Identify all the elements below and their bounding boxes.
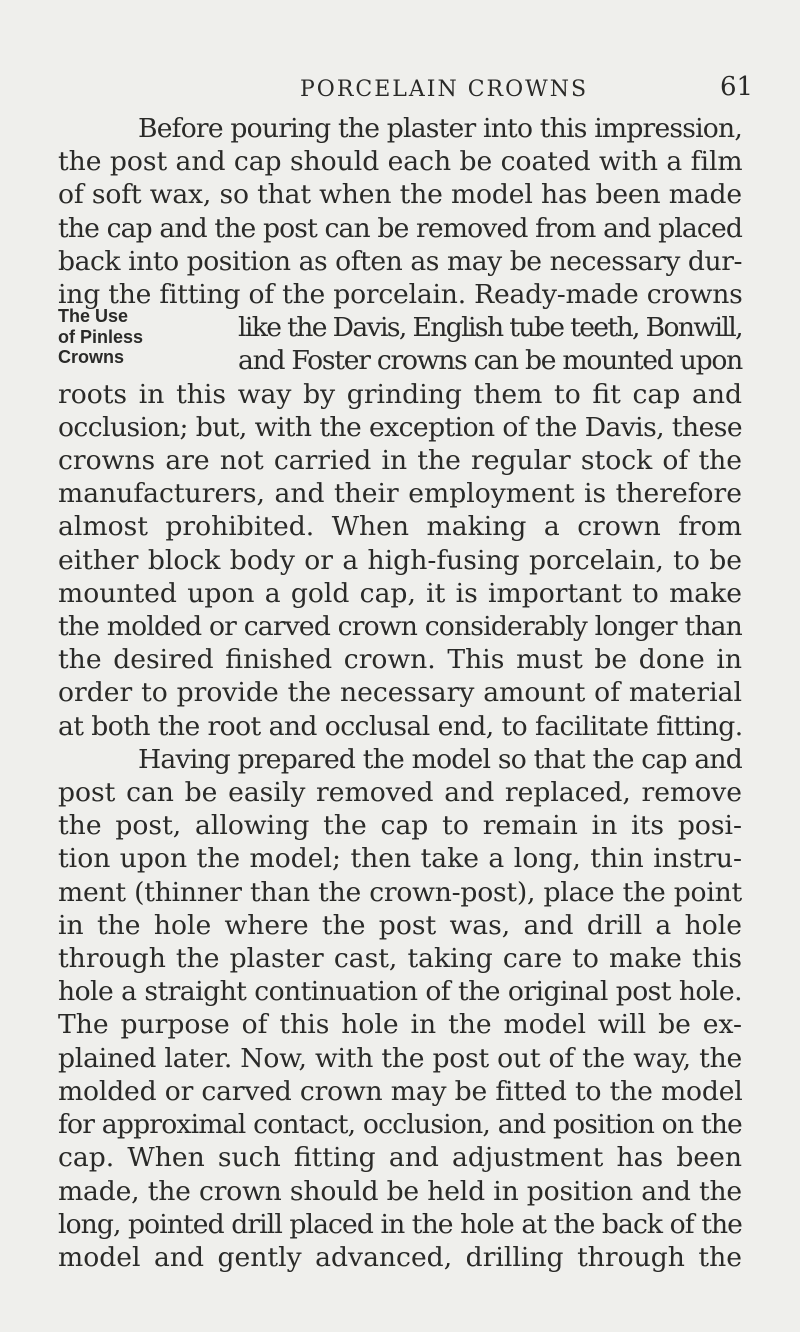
page-number: 61 [720,72,754,102]
running-head: PORCELAIN CROWNS [300,77,589,102]
text-line: the cap and the post can be removed from and placed [58,212,742,244]
margin-note-line: of Pinless [58,326,144,347]
text-line: model and gently advanced, drilling through the [58,1241,742,1273]
text-line: crowns are not carried in the regular stock of the [58,445,742,477]
text-line: ment (thinner than the crown-post), place the point [58,876,742,908]
text-line: the molded or carved crown considerably longer than [58,611,742,643]
text-line: through the plaster cast, taking care to make this [58,943,742,975]
text-line: plained later. Now, with the post out of the way, the [58,1042,742,1074]
text-line: in the hole where the post was, and drill a hole [58,909,742,941]
text-line: molded or carved crown may be fitted to the model [58,1075,743,1107]
text-line: like the Davis, English tube teeth, Bonwill, [238,312,742,344]
text-line: of soft wax, so that when the model has been made [58,179,742,211]
text-line: order to provide the necessary amount of material [58,677,742,709]
text-line: tion upon the model; then take a long, thin instru- [58,843,742,875]
text-line: manufacturers, and their employment is therefore [58,478,742,510]
text-line: the post and cap should each be coated with a film [58,146,743,178]
text-line: post can be easily removed and replaced, remove [58,777,742,809]
text-line: roots in this way by grinding them to fit cap and [58,378,742,410]
text-line: made, the crown should be held in position and the [58,1175,742,1207]
text-line: long, pointed drill placed in the hole at the back of the [58,1208,742,1240]
text-line: almost prohibited. When making a crown from [58,511,742,543]
text-line: the post, allowing the cap to remain in its posi- [58,810,742,842]
text-line: for approximal contact, occlusion, and position on the [58,1109,742,1141]
text-line: Before pouring the plaster into this impression, [138,113,742,144]
text-line: at both the root and occlusal end, to facilitate fitting. [58,710,743,742]
text-line: hole a straight continuation of the original post hole. [58,976,742,1008]
margin-note-line: Crowns [58,347,125,367]
text-line: mounted upon a gold cap, it is important to make [58,577,742,609]
body-text [58,112,742,1274]
text-line: Having prepared the model so that the cap and [138,743,742,775]
text-line: cap. When such fitting and adjustment has been [58,1142,742,1174]
text-line: either block body or a high-fusing porcelain, to be [58,544,742,576]
text-line: and Foster crowns can be mounted upon [238,345,742,377]
text-line: the desired finished crown. This must be done in [58,644,742,676]
text-line: The purpose of this hole in the model will be ex- [58,1009,742,1041]
text-line: ing the fitting of the porcelain. Ready-made crowns [58,279,743,311]
text-line: back into position as often as may be necessary dur- [58,245,742,277]
text-line: occlusion; but, with the exception of the Davis, these [58,411,742,443]
margin-note-line: The Use [58,306,129,326]
